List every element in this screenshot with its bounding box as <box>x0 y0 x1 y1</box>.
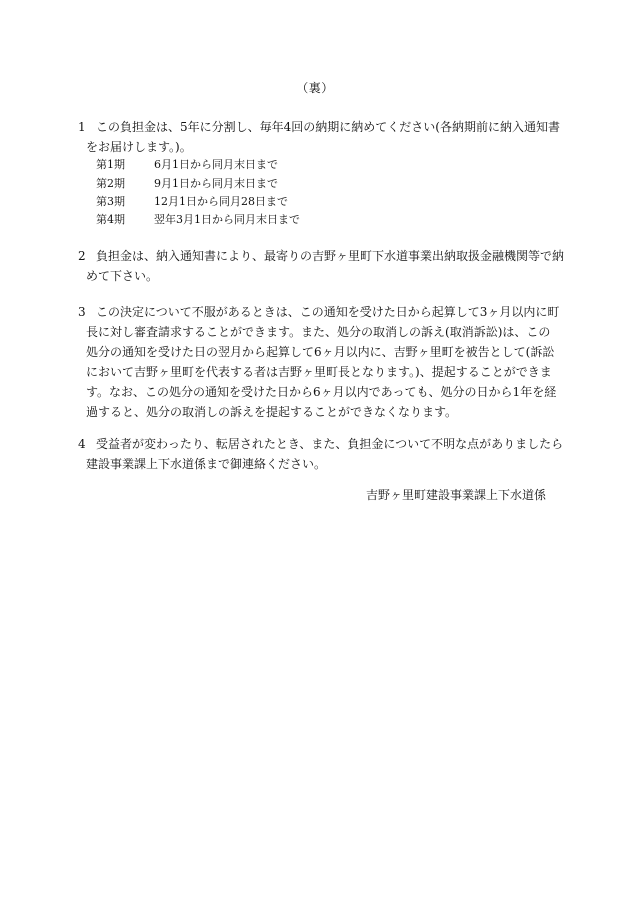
item-3-line-6: 過すると、処分の取消しの訴えを提起することができなくなります。 <box>86 405 458 419</box>
item-2-line-2: めて下さい。 <box>86 269 159 283</box>
schedule-period: 第3期 <box>96 195 125 208</box>
item-1-text-1: この負担金は、5年に分割し、毎年4回の納期に納めてください(各納期前に納入通知書 <box>96 120 560 134</box>
schedule-row-1 <box>96 155 278 175</box>
item-3-text-1: この決定について不服があるときは、この通知を受けた日から起算して3ヶ月以内に町 <box>96 305 560 319</box>
item-4-line-1 <box>78 434 564 454</box>
schedule-range: 6月1日から同月末日まで <box>154 158 278 171</box>
item-4-number: 4 <box>78 437 86 451</box>
schedule-row-3 <box>96 192 288 212</box>
page-heading: （裏） <box>296 81 334 95</box>
schedule-range: 12月1日から同月28日まで <box>154 195 288 208</box>
item-3-line-3: 処分の通知を受けた日の翌月から起算して6ヶ月以内に、吉野ヶ里町を被告として(訴訟 <box>86 345 555 359</box>
notice-item-3 <box>78 302 560 422</box>
schedule-row-4 <box>96 210 300 230</box>
schedule-period: 第4期 <box>96 213 125 226</box>
notice-item-2 <box>78 246 565 286</box>
item-3-line-2: 長に対し審査請求することができます。また、処分の取消しの訴え(取消訴訟)は、この <box>86 325 551 339</box>
schedule-row-2 <box>96 174 278 194</box>
item-1-line-1 <box>78 117 560 137</box>
item-2-text-1: 負担金は、納入通知書により、最寄りの吉野ヶ里町下水道事業出納取扱金融機関等で納 <box>96 249 565 263</box>
item-1-number: 1 <box>78 120 86 134</box>
item-4-text-1: 受益者が変わったり、転居されたとき、また、負担金について不明な点がありましたら <box>96 437 564 451</box>
item-3-line-5: す。なお、この処分の通知を受けた日から6ヶ月以内であっても、処分の日から1年を経 <box>86 385 557 399</box>
item-2-number: 2 <box>78 249 86 263</box>
item-3-number: 3 <box>78 305 86 319</box>
schedule-period: 第1期 <box>96 158 125 171</box>
item-4-line-2: 建設事業課上下水道係まで御連絡ください。 <box>86 457 327 471</box>
item-2-line-1 <box>78 246 565 266</box>
issuer-signature: 吉野ヶ里町建設事業課上下水道係 <box>365 488 546 502</box>
item-1-line-2: をお届けします。)。 <box>86 140 192 154</box>
schedule-period: 第2期 <box>96 177 125 190</box>
notice-item-4 <box>78 434 564 474</box>
item-3-line-1 <box>78 302 560 322</box>
item-3-line-4: において吉野ヶ里町を代表する者は吉野ヶ里町長となります。)、提起することができま <box>86 365 552 379</box>
schedule-range: 翌年3月1日から同月末日まで <box>154 213 300 226</box>
notice-item-1 <box>78 117 560 157</box>
schedule-range: 9月1日から同月末日まで <box>154 177 278 190</box>
